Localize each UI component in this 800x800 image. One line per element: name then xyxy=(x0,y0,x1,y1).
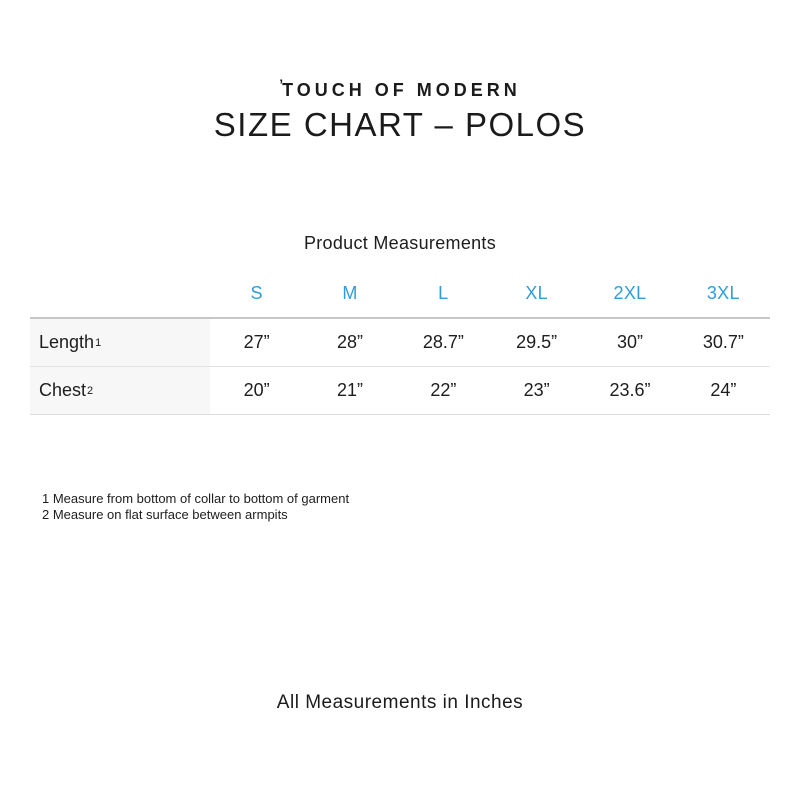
size-header-xl: XL xyxy=(525,283,548,303)
size-header-m: M xyxy=(342,283,358,303)
length-value-xl: 29.5” xyxy=(516,332,558,352)
size-header-row xyxy=(30,283,770,317)
size-header-s: S xyxy=(250,283,263,303)
chest-value-2xl: 23.6” xyxy=(609,380,651,400)
page-title: SIZE CHART – POLOS xyxy=(213,106,587,143)
length-value-3xl: 30.7” xyxy=(702,332,744,352)
footnote-chest: 2 Measure on flat surface between armpits xyxy=(42,507,288,522)
brand-logo xyxy=(0,76,800,101)
row-label-length: Length 1 xyxy=(30,319,210,366)
length-value-m: 28” xyxy=(336,332,363,352)
footer-note: All Measurements in Inches xyxy=(276,692,524,713)
length-value-s: 27” xyxy=(243,332,270,352)
table-caption: Product Measurements xyxy=(303,233,497,253)
chest-value-xl: 23” xyxy=(523,380,550,400)
table-row-chest xyxy=(30,366,770,414)
length-value-2xl: 30” xyxy=(616,332,643,352)
brand-name: TOUCH OF MODERN xyxy=(282,80,521,100)
size-table-body xyxy=(30,317,770,415)
brand-tick-mark: ’ xyxy=(279,76,284,92)
footnotes xyxy=(42,491,349,523)
chest-value-l: 22” xyxy=(430,380,457,400)
size-table xyxy=(30,283,770,415)
table-row-length xyxy=(30,319,770,366)
chest-value-m: 21” xyxy=(336,380,363,400)
row-label-chest: Chest 2 xyxy=(30,367,210,414)
row-label-text: Chest xyxy=(39,380,87,400)
row-label-text: Length xyxy=(39,332,95,352)
chest-value-3xl: 24” xyxy=(710,380,737,400)
chest-value-s: 20” xyxy=(243,380,270,400)
size-header-l: L xyxy=(438,283,449,303)
size-header-3xl: 3XL xyxy=(706,283,740,303)
length-value-l: 28.7” xyxy=(422,332,464,352)
footnote-length: 1 Measure from bottom of collar to bottom of garment xyxy=(42,491,350,506)
size-header-2xl: 2XL xyxy=(613,283,647,303)
